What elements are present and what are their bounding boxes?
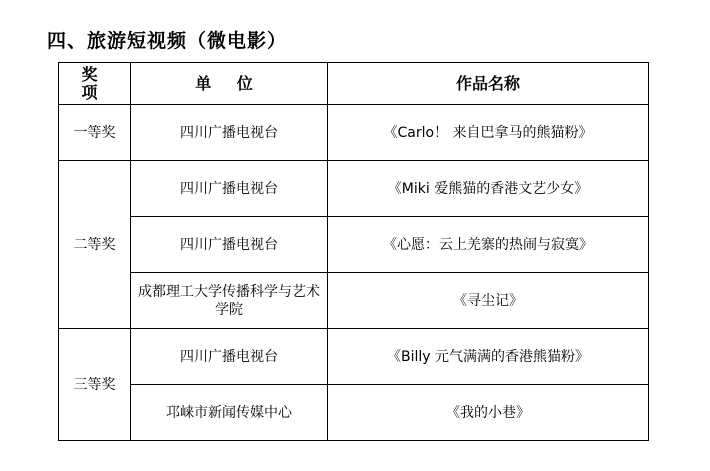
unit-cell: 四川广播电视台: [131, 217, 328, 273]
work-cell: 《心愿：云上羌寨的热闹与寂寞》: [328, 217, 649, 273]
work-cell: 《Carlo！ 来自巴拿马的熊猫粉》: [328, 105, 649, 161]
section-heading: 四、旅游短视频（微电影）: [47, 30, 288, 52]
table-row: [59, 273, 649, 329]
unit-cell: 四川广播电视台: [131, 329, 328, 385]
award-cell-third: 三等奖: [59, 329, 131, 441]
unit-cell: 成都理工大学传播科学与艺术学院: [131, 273, 328, 329]
work-cell: 《Miki 爱熊猫的香港文艺少女》: [328, 161, 649, 217]
header-unit: 单 位: [131, 63, 328, 105]
work-cell: 《寻尘记》: [328, 273, 649, 329]
work-cell: 《我的小巷》: [328, 385, 649, 441]
table-header-row: [59, 63, 649, 105]
award-cell-second: 二等奖: [59, 161, 131, 329]
unit-cell: 四川广播电视台: [131, 105, 328, 161]
table-row: [59, 385, 649, 441]
table-row: [59, 161, 649, 217]
awards-table: [58, 62, 649, 441]
table-row: [59, 105, 649, 161]
unit-cell: 四川广播电视台: [131, 161, 328, 217]
header-work: 作品名称: [328, 63, 649, 105]
table-row: [59, 329, 649, 385]
header-award: 奖 项: [59, 63, 131, 105]
table-row: [59, 217, 649, 273]
unit-cell: 邛崃市新闻传媒中心: [131, 385, 328, 441]
award-cell-first: 一等奖: [59, 105, 131, 161]
work-cell: 《Billy 元气满满的香港熊猫粉》: [328, 329, 649, 385]
